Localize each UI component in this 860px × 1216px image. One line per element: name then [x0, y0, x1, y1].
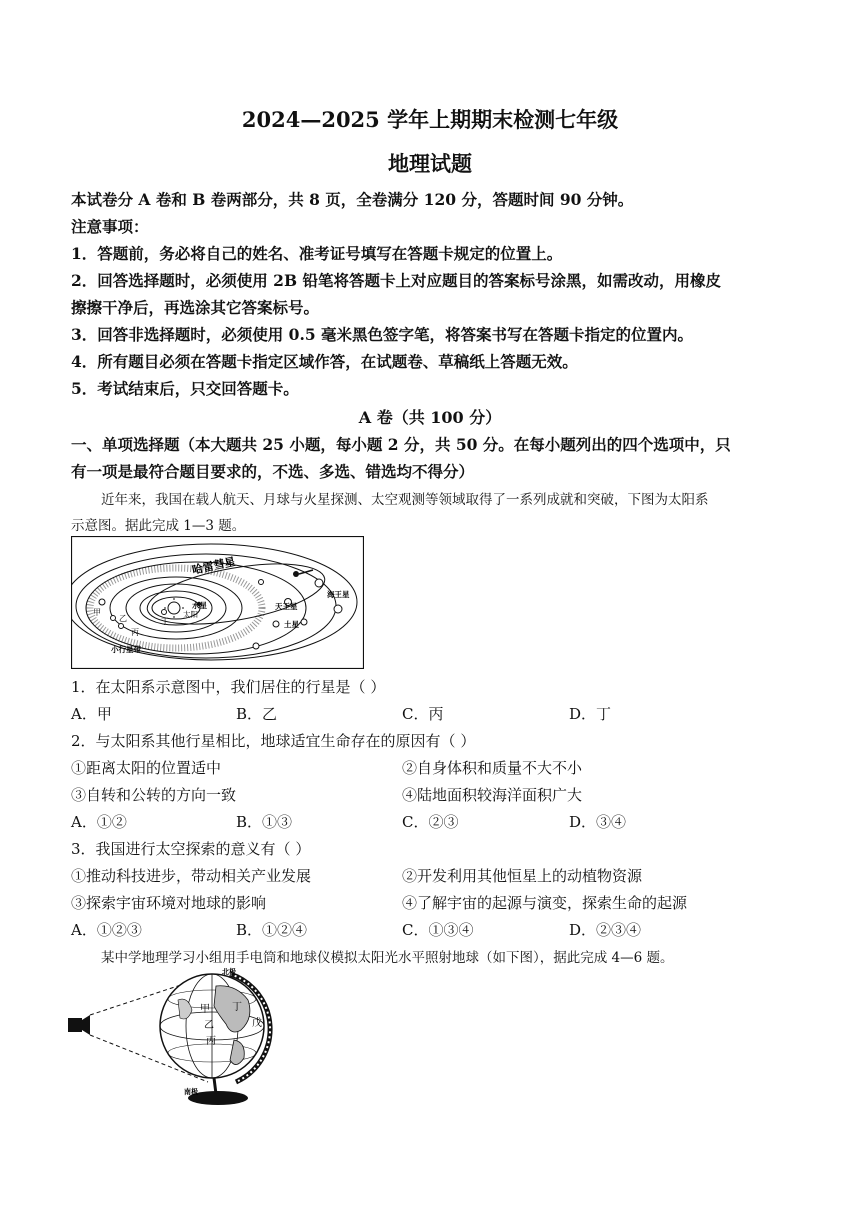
- north-pole-label: 北极: [222, 968, 236, 976]
- material-paragraph: 某中学地理学习小组用手电筒和地球仪模拟太阳光水平照射地球（如下图），据此完成 4—6 题。: [101, 950, 674, 966]
- globe-flashlight-diagram: [66, 966, 286, 1108]
- note-item: 2．回答选择题时，必须使用 2B 铅笔将答题卡上对应题目的答案标号涂黑，如需改动，用橡皮: [71, 271, 721, 290]
- note-item: 擦擦干净后，再选涂其它答案标号。: [71, 298, 320, 317]
- part-one-heading: 有一项是最符合题目要求的，不选、多选、错选均不得分）: [71, 462, 475, 481]
- question-2-item-1: ①距离太阳的位置适中: [71, 759, 222, 777]
- exam-title: 2024—2025 学年上期期末检测七年级: [241, 107, 619, 132]
- flashlight-icon: [68, 1018, 82, 1032]
- question-1-option-a: A．甲: [71, 705, 112, 723]
- question-3-option-c: C．①③④: [402, 921, 474, 939]
- halley-comet-label: 哈雷彗星: [190, 555, 237, 577]
- question-2-stem: 2．与太阳系其他行星相比，地球适宜生命存在的原因有（ ）: [71, 732, 476, 750]
- question-3-item-2: ②开发利用其他恒星上的动植物资源: [402, 867, 643, 885]
- globe-label-a: 甲: [200, 1004, 210, 1015]
- globe-label-d: 丁: [232, 1002, 242, 1013]
- note-item: 4．所有题目必须在答题卡指定区域作答，在试题卷、草稿纸上答题无效。: [71, 352, 578, 371]
- note-item: 3．回答非选择题时，必须使用 0.5 毫米黑色签字笔，将答案书写在答题卡指定的位置内。: [71, 325, 694, 344]
- neptune-label: 海王星: [327, 590, 350, 599]
- question-2-item-4: ④陆地面积较海洋面积广大: [402, 786, 583, 804]
- solar-system-diagram: [71, 536, 364, 669]
- question-3-option-a: A．①②③: [71, 921, 142, 939]
- section-a-heading: A 卷（共 100 分）: [358, 408, 502, 427]
- asteroid-belt-label: 小行星带: [111, 645, 141, 654]
- exam-subtitle: 地理试题: [388, 151, 472, 176]
- question-1-stem: 1．在太阳系示意图中，我们居住的行星是（ ）: [71, 678, 386, 696]
- question-2-item-2: ②自身体积和质量不大不小: [402, 759, 583, 777]
- question-3-option-d: D．②③④: [569, 921, 642, 939]
- question-3-option-b: B．①②④: [236, 921, 308, 939]
- planet-ding-label: 丁: [161, 617, 169, 626]
- question-3-stem: 3．我国进行太空探索的意义有（ ）: [71, 840, 311, 858]
- planet-bing-label: 丙: [131, 628, 139, 637]
- planet-jia-label: 甲: [93, 608, 101, 617]
- intro-text: 本试卷分 A 卷和 B 卷两部分，共 8 页，全卷满分 120 分，答题时间 90 分钟。: [71, 190, 634, 209]
- notes-title: 注意事项：: [71, 217, 149, 236]
- part-one-heading: 一、单项选择题（本大题共 25 小题，每小题 2 分，共 50 分。在每小题列出的四个选项中，只: [71, 435, 731, 454]
- planet-yi-label: 乙: [119, 614, 127, 623]
- question-1-option-b: B．乙: [236, 705, 278, 723]
- question-1-option-d: D．丁: [569, 705, 612, 723]
- south-pole-label: 南极: [184, 1088, 198, 1096]
- question-3-item-3: ③探索宇宙环境对地球的影响: [71, 894, 267, 912]
- globe-label-e: 戊: [252, 1018, 262, 1029]
- mercury-label: 水星: [192, 601, 207, 610]
- uranus-label: 天王星: [275, 602, 298, 611]
- material-paragraph: 示意图。据此完成 1—3 题。: [71, 518, 246, 534]
- note-item: 5．考试结束后，只交回答题卡。: [71, 379, 299, 398]
- question-2-option-a: A．①②: [71, 813, 127, 831]
- globe-label-c: 丙: [206, 1036, 216, 1047]
- globe-label-b: 乙: [204, 1020, 214, 1031]
- material-paragraph: 近年来，我国在载人航天、月球与火星探测、太空观测等领域取得了一系列成就和突破，下图为太阳系: [101, 492, 709, 508]
- question-2-option-d: D．③④: [569, 813, 627, 831]
- question-2-option-c: C．②③: [402, 813, 459, 831]
- question-3-item-4: ④了解宇宙的起源与演变，探索生命的起源: [402, 894, 688, 912]
- question-2-item-3: ③自转和公转的方向一致: [71, 786, 237, 804]
- sun-label: 太阳: [183, 610, 198, 619]
- question-3-item-1: ①推动科技进步，带动相关产业发展: [71, 867, 312, 885]
- note-item: 1．答题前，务必将自己的姓名、准考证号填写在答题卡规定的位置上。: [71, 244, 563, 263]
- saturn-label: 土星: [284, 620, 299, 629]
- question-1-option-c: C．丙: [402, 705, 444, 723]
- question-2-option-b: B．①③: [236, 813, 293, 831]
